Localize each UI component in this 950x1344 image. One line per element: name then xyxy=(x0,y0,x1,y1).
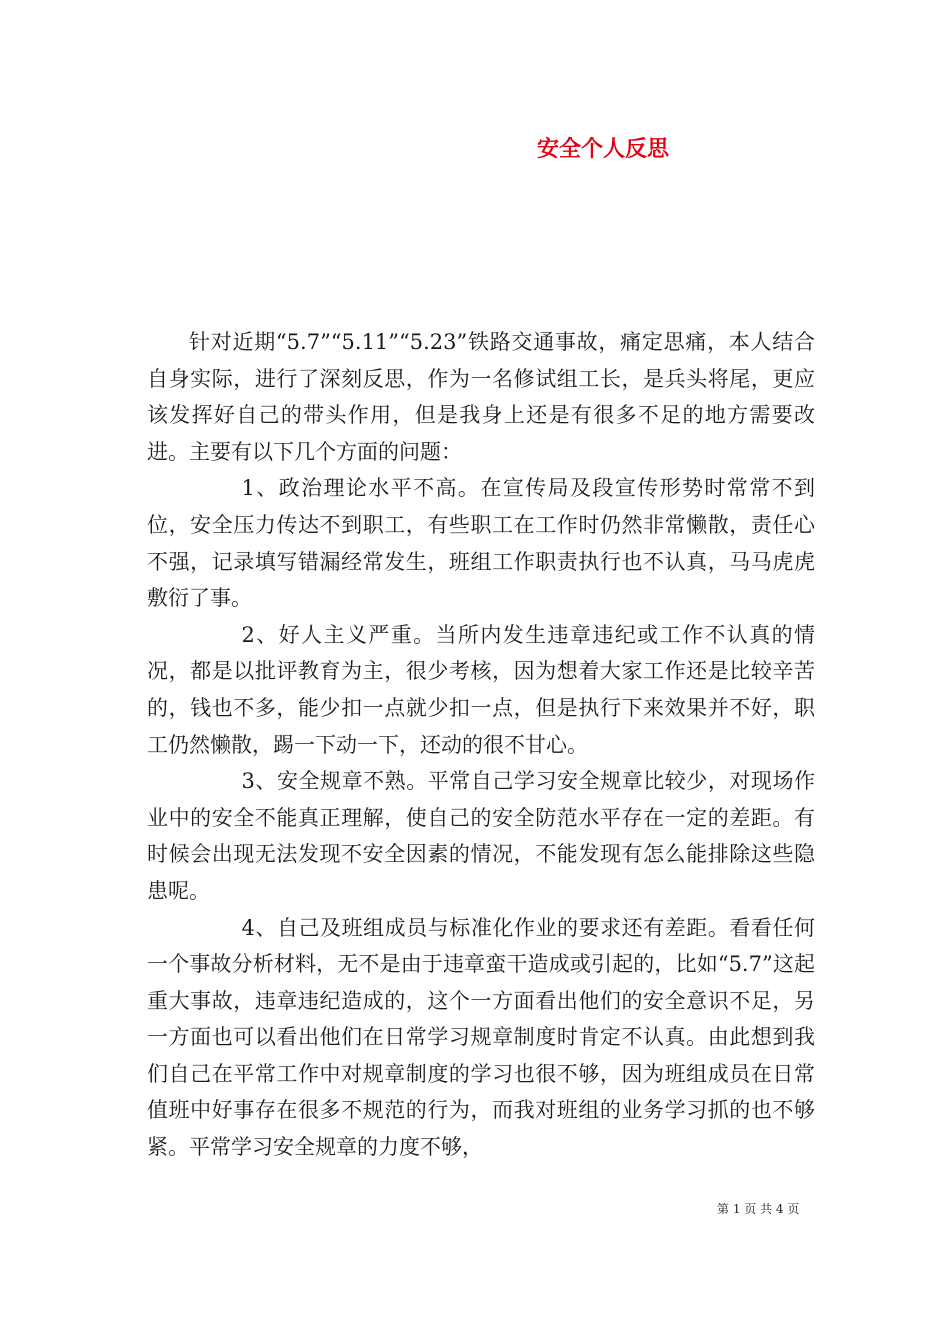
issue-paragraph-2: 2、好人主义严重。当所内发生违章违纪或工作不认真的情况，都是以批评教育为主，很少考核，因为想着大家工作还是比较辛苦的，钱也不多，能少扣一点就少扣一点，但是执行下来效果并不好，职工仍然懒散，踢一下动一下，还动的很不甘心。 xyxy=(147,622,815,757)
issue-paragraph-3: 3、安全规章不熟。平常自己学习安全规章比较少，对现场作业中的安全不能真正理解，使自己的安全防范水平存在一定的差距。有时候会出现无法发现不安全因素的情况，不能发现有怎么能排除这些隐患呢。 xyxy=(147,769,815,903)
document-title: 安全个人反思 xyxy=(536,136,669,162)
intro-paragraph: 针对近期“5.7”“5.11”“5.23”铁路交通事故，痛定思痛，本人结合自身实际，进行了深刻反思，作为一名修试组工长，是兵头将尾，更应该发挥好自己的带头作用，但是我身上还是有很多不足的地方需要改进。主要有以下几个方面的问题： xyxy=(147,330,815,464)
page-number-footer: 第 1 页 共 4 页 xyxy=(717,1202,800,1216)
issue-paragraph-4: 4、自己及班组成员与标准化作业的要求还有差距。看看任何一个事故分析材料，无不是由于违章蛮干造成或引起的，比如“5.7”这起重大事故，违章违纪造成的，这个一方面看出他们的安全意识不足，另一方面也可以看出他们在日常学习规章制度时肯定不认真。由此想到我们自己在平常工作中对规章制度的学习也很不够，因为班组成员在日常值班中好事存在很多不规范的行为，而我对班组的业务学习抓的也不够紧。平常学习安全规章的力度不够， xyxy=(147,915,815,1160)
issue-paragraph-1: 1、政治理论水平不高。在宣传局及段宣传形势时常常不到位，安全压力传达不到职工，有些职工在工作时仍然非常懒散，责任心不强，记录填写错漏经常发生，班组工作职责执行也不认真，马马虎虎敷衍了事。 xyxy=(147,476,815,611)
document-body xyxy=(147,324,815,1166)
